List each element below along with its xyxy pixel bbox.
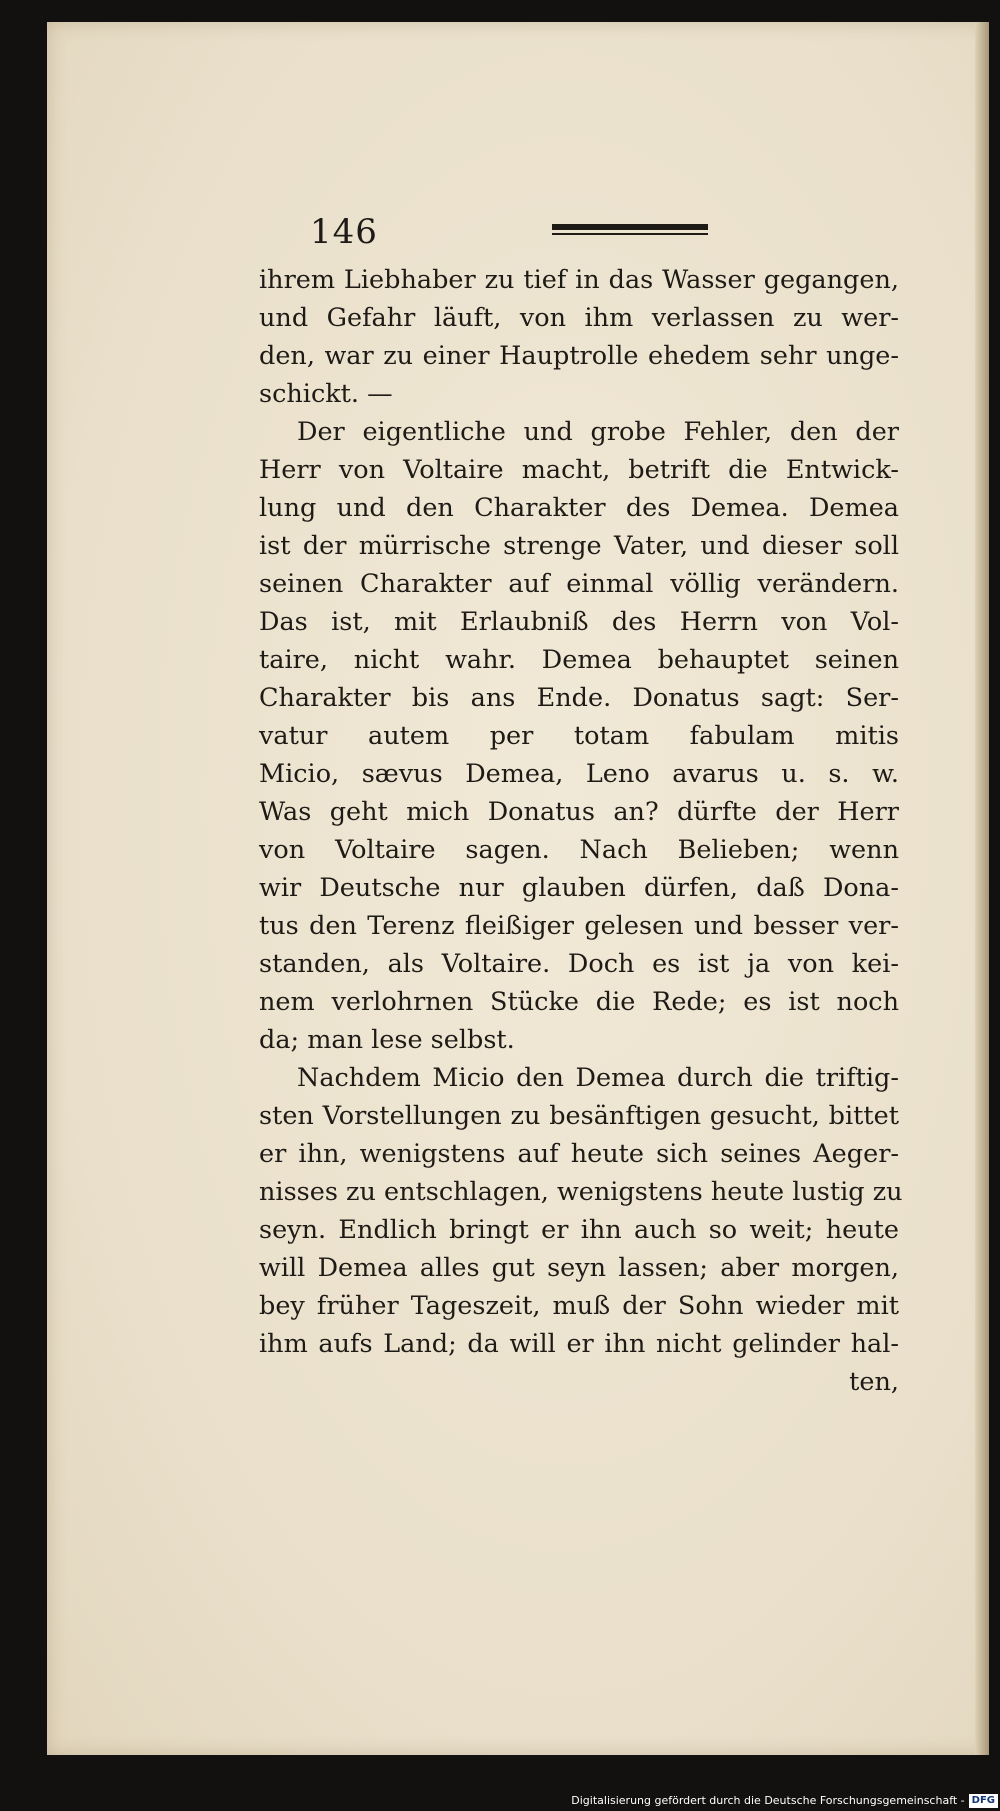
- text-line: und Gefahr läuft, von ihm verlassen zu wer-: [259, 303, 899, 333]
- text-line: Nachdem Micio den Demea durch die triftig-: [297, 1063, 899, 1093]
- text-line: ist der mürrische strenge Vater, und dieser soll: [259, 531, 899, 561]
- text-line: nem verlohrnen Stücke die Rede; es ist noch: [259, 987, 899, 1017]
- text-line: lung und den Charakter des Demea. Demea: [259, 493, 899, 523]
- text-line: tus den Terenz fleißiger gelesen und besser ver-: [259, 911, 899, 941]
- page-number: 146: [310, 212, 378, 252]
- text-line: taire, nicht wahr. Demea behauptet seinen: [259, 645, 899, 675]
- text-line: Charakter bis ans Ende. Donatus sagt: Ser-: [259, 683, 899, 713]
- page-edge-shadow: [975, 22, 989, 1755]
- text-line: ihm aufs Land; da will er ihn nicht gelinder hal-: [259, 1329, 899, 1359]
- text-line: Das ist, mit Erlaubniß des Herrn von Vol-: [259, 607, 899, 637]
- text-line: Micio, sævus Demea, Leno avarus u. s. w.: [259, 759, 899, 789]
- text-line: Der eigentliche und grobe Fehler, den der: [297, 417, 899, 447]
- text-line: Was geht mich Donatus an? dürfte der Herr: [259, 797, 899, 827]
- digitization-credit: [571, 1792, 998, 1810]
- text-line: nisses zu entschlagen, wenigstens heute lustig zu: [259, 1177, 903, 1207]
- text-line: seinen Charakter auf einmal völlig verändern.: [259, 569, 899, 599]
- text-line: ihrem Liebhaber zu tief in das Wasser gegangen,: [259, 265, 899, 295]
- text-line: bey früher Tageszeit, muß der Sohn wieder mit: [259, 1291, 899, 1321]
- text-line: Herr von Voltaire macht, betrift die Entwick-: [259, 455, 899, 485]
- text-line: will Demea alles gut seyn lassen; aber morgen,: [259, 1253, 899, 1283]
- dfg-logo: DFG: [969, 1794, 998, 1808]
- text-line: vatur autem per totam fabulam mitis: [259, 721, 899, 751]
- text-line: wir Deutsche nur glauben dürfen, daß Dona-: [259, 873, 899, 903]
- credit-text: Digitalisierung gefördert durch die Deutsche Forschungsgemeinschaft -: [571, 1794, 965, 1807]
- catchword: ten,: [849, 1367, 899, 1397]
- text-line: sten Vorstellungen zu besänftigen gesucht, bittet: [259, 1101, 899, 1131]
- body-text: [259, 261, 903, 1401]
- text-line: den, war zu einer Hauptrolle ehedem sehr unge-: [259, 341, 899, 371]
- text-line: seyn. Endlich bringt er ihn auch so weit; heute: [259, 1215, 899, 1245]
- text-line: standen, als Voltaire. Doch es ist ja von kei-: [259, 949, 899, 979]
- text-line: er ihn, wenigstens auf heute sich seines Aeger-: [259, 1139, 899, 1169]
- text-line: von Voltaire sagen. Nach Belieben; wenn: [259, 835, 899, 865]
- text-line: schickt. —: [259, 379, 393, 409]
- header-rule: [552, 222, 708, 236]
- text-line: da; man lese selbst.: [259, 1025, 515, 1055]
